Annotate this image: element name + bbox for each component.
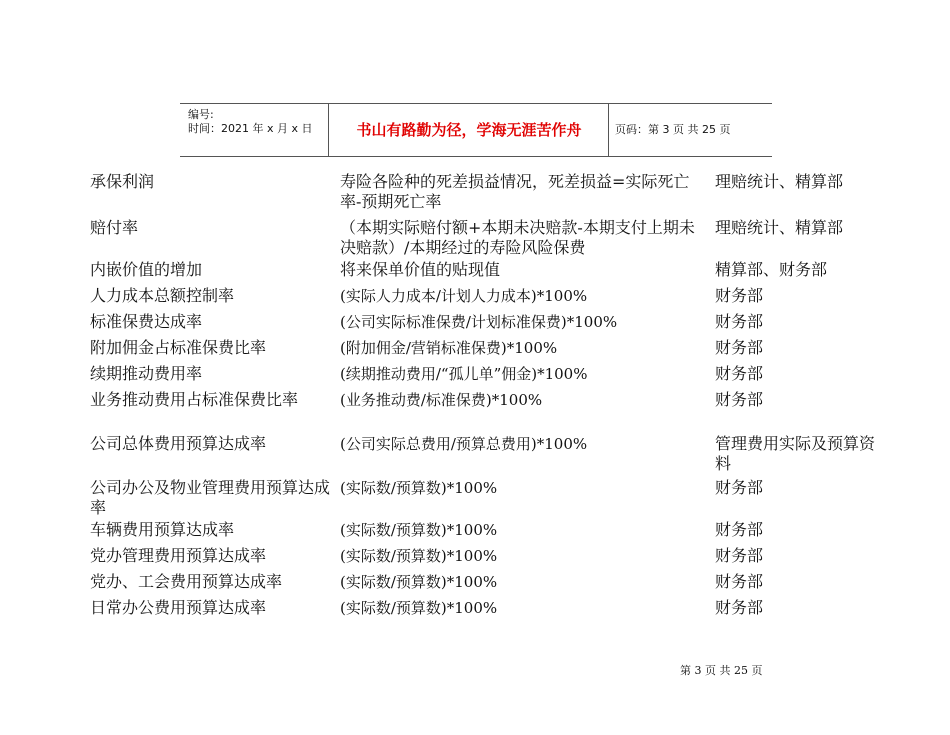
indicator-dept: 精算部、财务部 <box>715 260 828 279</box>
indicator-formula: (实际数/预算数)*100% <box>340 599 498 617</box>
header-meta <box>180 104 329 156</box>
indicator-formula: (实际人力成本/计划人力成本)*100% <box>340 287 588 305</box>
indicator-dept: 财务部 <box>715 572 764 591</box>
indicator-name: 赔付率 <box>90 218 139 237</box>
indicator-dept: 管理费用实际及预算资料 <box>715 434 876 473</box>
page-number-footer: 第 3 页 共 25 页 <box>680 664 763 677</box>
indicator-formula: (实际数/预算数)*100% <box>340 547 498 565</box>
indicator-dept: 理赔统计、精算部 <box>715 172 844 191</box>
table-row <box>90 364 880 390</box>
indicator-name: 公司总体费用预算达成率 <box>90 434 267 453</box>
indicator-table <box>90 172 880 624</box>
table-row <box>90 172 880 218</box>
indicator-name: 公司办公及物业管理费用预算达成率 <box>90 478 331 517</box>
indicator-name: 业务推动费用占标准保费比率 <box>90 390 299 409</box>
table-row <box>90 572 880 598</box>
header-page-label: 页码：第 3 页 共 25 页 <box>615 123 731 136</box>
table-row <box>90 260 880 286</box>
indicator-name: 车辆费用预算达成率 <box>90 520 235 539</box>
indicator-name: 党办、工会费用预算达成率 <box>90 572 283 591</box>
table-row <box>90 434 880 478</box>
indicator-formula: (附加佣金/营销标准保费)*100% <box>340 339 558 357</box>
indicator-name: 续期推动费用率 <box>90 364 203 383</box>
indicator-formula: (公司实际标准保费/计划标准保费)*100% <box>340 313 618 331</box>
indicator-formula: （本期实际赔付额+本期未决赔款-本期支付上期未决赔款）/本期经过的寿险风险保费 <box>340 218 695 257</box>
indicator-dept: 财务部 <box>715 312 764 331</box>
indicator-name: 标准保费达成率 <box>90 312 203 331</box>
table-row <box>90 390 880 434</box>
indicator-dept: 财务部 <box>715 598 764 617</box>
indicator-dept: 财务部 <box>715 478 764 497</box>
indicator-name: 人力成本总额控制率 <box>90 286 235 305</box>
indicator-formula: (实际数/预算数)*100% <box>340 479 498 497</box>
table-row <box>90 286 880 312</box>
indicator-dept: 理赔统计、精算部 <box>715 218 844 237</box>
indicator-formula: (公司实际总费用/预算总费用)*100% <box>340 435 588 453</box>
indicator-formula: (实际数/预算数)*100% <box>340 573 498 591</box>
table-row <box>90 312 880 338</box>
indicator-formula: (实际数/预算数)*100% <box>340 521 498 539</box>
indicator-formula: (续期推动费用/“孤儿单”佣金)*100% <box>340 365 588 383</box>
indicator-dept: 财务部 <box>715 338 764 357</box>
document-time-label: 时间：2021 年 x 月 x 日 <box>188 122 313 135</box>
table-row <box>90 520 880 546</box>
indicator-name: 附加佣金占标准保费比率 <box>90 338 267 357</box>
indicator-dept: 财务部 <box>715 520 764 539</box>
table-row <box>90 598 880 624</box>
table-row <box>90 218 880 260</box>
indicator-dept: 财务部 <box>715 286 764 305</box>
indicator-formula: 将来保单价值的贴现值 <box>340 260 501 279</box>
indicator-formula: (业务推动费/标准保费)*100% <box>340 391 543 409</box>
indicator-name: 承保利润 <box>90 172 155 191</box>
document-header <box>180 103 772 157</box>
indicator-formula: 寿险各险种的死差损益情况，死差损益=实际死亡率-预期死亡率 <box>340 172 690 211</box>
document-number-label: 编号: <box>188 108 214 121</box>
table-row <box>90 478 880 520</box>
indicator-name: 日常办公费用预算达成率 <box>90 598 267 617</box>
indicator-dept: 财务部 <box>715 390 764 409</box>
indicator-dept: 财务部 <box>715 364 764 383</box>
header-motto: 书山有路勤为径，学海无涯苦作舟 <box>330 104 609 156</box>
table-row <box>90 546 880 572</box>
table-row <box>90 338 880 364</box>
indicator-name: 内嵌价值的增加 <box>90 260 203 279</box>
indicator-dept: 财务部 <box>715 546 764 565</box>
indicator-name: 党办管理费用预算达成率 <box>90 546 267 565</box>
